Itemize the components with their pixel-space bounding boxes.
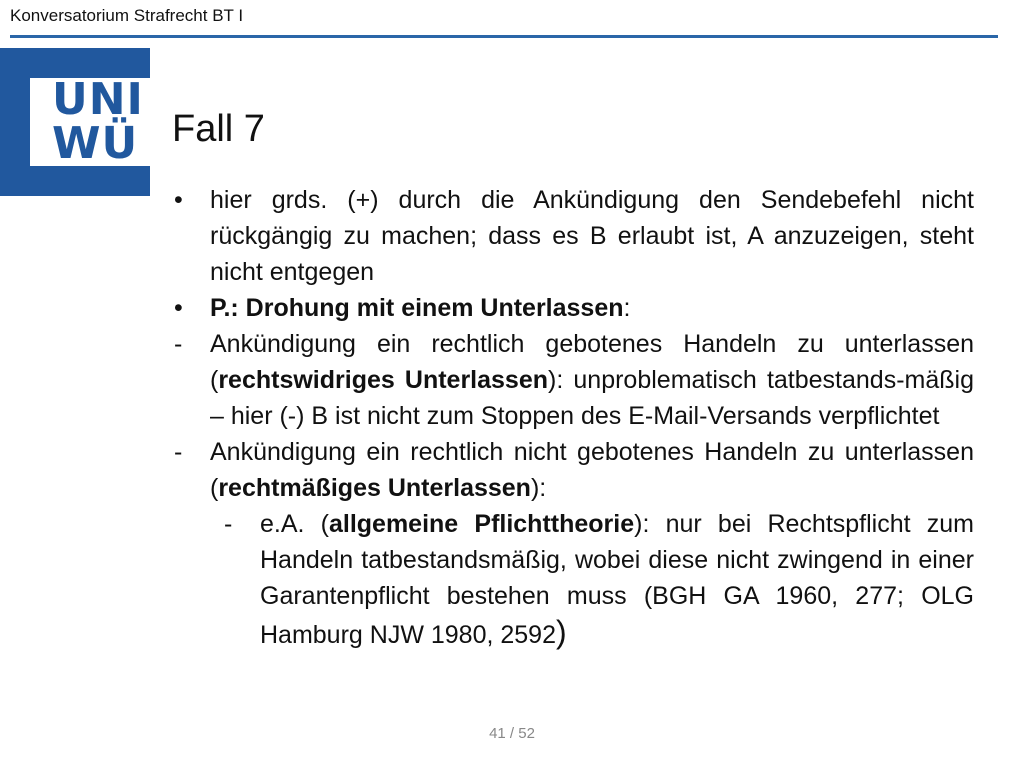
text-segment: Ankündigung ein rechtlich gebotenes Handeln zu unterlassen ( [210, 330, 974, 394]
dash-marker: - [174, 330, 183, 358]
logo-text [52, 74, 144, 169]
presentation-title: Konversatorium Strafrecht BT I [10, 6, 244, 25]
list-item-text [210, 326, 974, 434]
list-item [168, 326, 974, 434]
emphasized-text: allgemeine Pflichttheorie [328, 510, 635, 538]
logo-line-2: WÜ [52, 118, 139, 169]
list-item [168, 434, 974, 506]
dash-marker: - [224, 510, 233, 538]
text-segment: e.A. ( [260, 510, 329, 538]
dash-marker: - [174, 438, 183, 466]
bullet-marker: • [174, 294, 183, 322]
list-item-text [210, 182, 974, 290]
page-number: 41 / 52 [489, 725, 535, 742]
text-segment: hier grds. (+) durch die Ankündigung den Sendebefehl nicht rückgängig zu machen; dass es B erlaubt ist, A anzuzeigen, steht nicht entgegen [210, 186, 974, 286]
university-logo [0, 48, 150, 196]
list-item [168, 182, 974, 290]
slide-title: Fall 7 [172, 108, 265, 150]
text-segment: : [623, 294, 631, 322]
slide-content [168, 182, 974, 653]
emphasized-text: rechtmäßiges Unterlassen [218, 474, 531, 502]
list-item [168, 506, 974, 653]
list-item-text [210, 290, 974, 326]
header-divider [10, 35, 998, 38]
text-segment: ): unproblematisch tatbestands-mäßig – hier (-) B ist nicht zum Stoppen des E-Mail-Versands verpflichtet [210, 366, 974, 430]
emphasized-text: P.: Drohung mit einem Unterlassen [210, 294, 624, 322]
text-segment: Ankündigung ein rechtlich nicht gebotenes Handeln zu unterlassen ( [210, 438, 974, 502]
list-item-text [210, 434, 974, 506]
emphasized-text: rechtswidriges Unterlassen [218, 366, 549, 394]
bullet-marker: • [174, 186, 183, 214]
list-item-text [260, 506, 974, 653]
text-segment: ): nur bei Rechtspflicht zum Handeln tatbestandsmäßig, wobei diese nicht zwingend in einer Garantenpflicht bestehen muss (BGH GA 1960, 277; OLG Hamburg NJW 1980, 2592 [260, 510, 974, 649]
text-segment: ): [530, 474, 547, 502]
logo-line-1: UNI [52, 74, 144, 125]
list-item [168, 290, 974, 326]
text-segment: ) [555, 614, 567, 650]
